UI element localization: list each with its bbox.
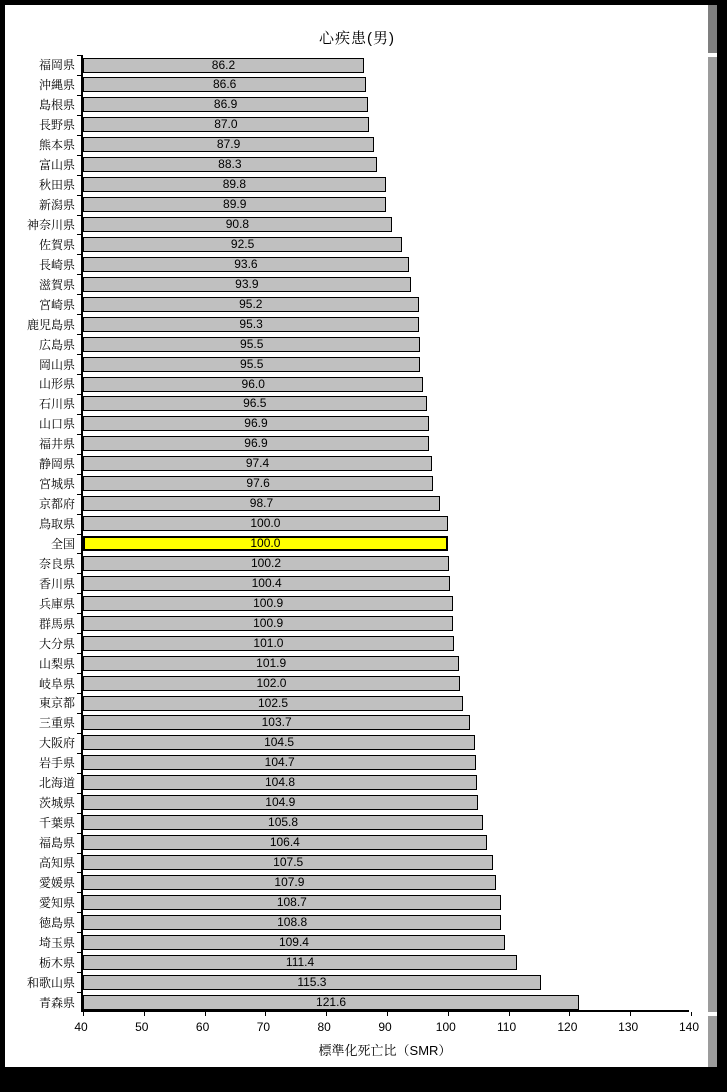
category-label: 熊本県 (38, 138, 75, 153)
chart-title: 心疾患(男) (319, 30, 395, 47)
value-axis-tick-label: 100 (435, 1020, 456, 1034)
value-axis-tick (326, 1012, 327, 1016)
category-label: 富山県 (38, 158, 75, 173)
bar-value-label: 90.8 (225, 217, 250, 231)
bar (83, 137, 374, 152)
category-axis-tick (77, 613, 81, 614)
value-axis-tick-label: 110 (497, 1020, 517, 1034)
bar-value-label: 95.5 (240, 356, 264, 371)
category-label: 青森県 (38, 995, 75, 1010)
bar (83, 496, 440, 511)
category-label: 鹿児島県 (26, 317, 75, 332)
bar-value-label: 96.5 (243, 396, 267, 411)
category-label: 茨城県 (38, 796, 75, 811)
category-axis-tick (77, 414, 81, 415)
category-label: 岐阜県 (38, 676, 75, 691)
category-label: 大阪府 (38, 736, 75, 751)
value-axis-tick-label: 90 (378, 1020, 392, 1034)
category-label: 長野県 (38, 118, 75, 133)
bar (83, 416, 429, 431)
bar (83, 875, 496, 890)
bar-value-label: 95.5 (240, 336, 264, 351)
category-label: 宮城県 (38, 477, 75, 492)
category-axis-tick (77, 394, 81, 395)
category-axis-tick (77, 215, 81, 216)
category-axis-tick (77, 474, 81, 475)
category-label: 東京都 (38, 696, 75, 711)
bar-value-label: 93.9 (235, 276, 259, 291)
category-label: 岡山県 (38, 357, 75, 372)
bar-value-label: 89.8 (222, 177, 247, 192)
category-label: 石川県 (38, 397, 75, 412)
bar-value-label: 105.8 (268, 815, 299, 830)
value-axis-tick (448, 1012, 449, 1016)
bar (83, 357, 420, 372)
category-label: 福島県 (38, 836, 75, 851)
bar-value-label: 104.8 (264, 775, 295, 790)
category-label: 山口県 (38, 417, 75, 432)
category-label: 佐賀県 (38, 237, 75, 252)
bar (83, 656, 459, 671)
category-axis-tick (77, 155, 81, 156)
bar (83, 775, 477, 790)
category-axis-tick (77, 773, 81, 774)
bar-value-label: 88.3 (218, 157, 242, 172)
bar-value-label: 95.2 (239, 296, 263, 311)
category-label: 愛媛県 (38, 875, 75, 890)
category-axis-labels (5, 55, 75, 1012)
category-axis-tick (77, 912, 81, 913)
category-label: 宮崎県 (38, 297, 75, 312)
category-label: 福岡県 (38, 58, 75, 73)
plot-area (81, 55, 689, 1012)
bar (83, 975, 541, 990)
category-label: 大分県 (38, 636, 75, 651)
category-axis-tick (77, 653, 81, 654)
bar-value-label: 100.9 (253, 595, 284, 610)
bar-value-label: 100.0 (250, 516, 281, 531)
category-label: 福井県 (38, 437, 75, 452)
value-axis-tick (509, 1012, 510, 1016)
bar-value-label: 102.5 (257, 695, 289, 710)
bar (83, 735, 475, 750)
bar (83, 476, 433, 491)
bar-value-label: 97.4 (245, 456, 270, 471)
category-label: 和歌山県 (26, 975, 75, 990)
bar-value-label: 87.9 (216, 137, 241, 152)
bar (83, 197, 386, 212)
bar-value-label: 121.6 (316, 994, 347, 1009)
bar (83, 715, 470, 730)
category-label: 愛知県 (38, 895, 75, 910)
document-page (5, 5, 709, 1067)
bar (83, 995, 579, 1010)
category-axis-tick (77, 75, 81, 76)
category-axis-tick (77, 733, 81, 734)
bar-value-label: 106.4 (269, 835, 300, 850)
category-axis-tick (77, 234, 81, 235)
bar-value-label: 108.7 (276, 894, 307, 909)
category-axis-tick (77, 354, 81, 355)
value-axis-tick-label: 60 (195, 1020, 210, 1034)
value-axis-tick (569, 1012, 570, 1016)
bar-value-label: 115.3 (297, 974, 327, 989)
category-label: 神奈川県 (26, 217, 75, 232)
category-axis-tick (77, 633, 81, 634)
bar (83, 895, 501, 910)
bar-value-label: 93.6 (234, 256, 258, 271)
category-axis-tick (77, 494, 81, 495)
bar-value-label: 108.8 (277, 914, 308, 929)
x-axis-title: 標準化死亡比（SMR） (318, 1043, 452, 1058)
bar-value-label: 107.5 (273, 855, 304, 869)
category-axis-tick (77, 434, 81, 435)
bar-value-label: 102.0 (256, 675, 287, 690)
value-axis-tick-label: 130 (618, 1020, 639, 1034)
value-axis-tick (691, 1012, 692, 1016)
category-label: 千葉県 (38, 816, 75, 831)
category-label: 沖縄県 (38, 78, 75, 93)
category-label: 北海道 (38, 776, 75, 791)
bar-value-label: 96.9 (244, 436, 268, 451)
category-label: 京都府 (38, 497, 75, 512)
category-label: 山梨県 (38, 656, 75, 671)
value-axis-tick-label: 50 (135, 1020, 149, 1034)
category-axis-tick (77, 195, 81, 196)
bar (83, 317, 419, 332)
bar (83, 755, 476, 770)
category-axis-tick (77, 573, 81, 574)
category-label: 秋田県 (38, 178, 75, 193)
bar (83, 257, 409, 272)
bar-highlight (83, 536, 448, 551)
category-label: 兵庫県 (38, 596, 75, 611)
category-axis-tick (77, 553, 81, 554)
vertical-scrollbar[interactable] (708, 5, 717, 1067)
bar (83, 596, 453, 611)
bar-value-label: 96.0 (241, 376, 265, 391)
category-axis-tick (77, 274, 81, 275)
bar (83, 815, 483, 830)
value-axis-tick (83, 1012, 84, 1016)
bar (83, 436, 429, 451)
bar (83, 237, 402, 252)
category-axis-tick (77, 294, 81, 295)
bar (83, 576, 450, 591)
bar-value-label: 101.0 (253, 635, 284, 650)
bar (83, 795, 478, 810)
category-label: 高知県 (38, 855, 75, 870)
bar (83, 177, 386, 192)
category-label: 広島県 (38, 337, 75, 352)
bar-value-label: 97.6 (246, 476, 270, 491)
category-label: 島根県 (38, 98, 75, 113)
category-axis-tick (77, 713, 81, 714)
category-label: 徳島県 (38, 915, 75, 930)
bar (83, 636, 454, 651)
category-label: 山形県 (38, 377, 75, 392)
category-axis-tick (77, 334, 81, 335)
category-label: 奈良県 (38, 556, 75, 571)
bar-value-label: 104.9 (265, 795, 296, 810)
bar (83, 377, 423, 392)
category-axis-tick (77, 992, 81, 993)
bar (83, 157, 377, 172)
bar-value-label: 100.4 (251, 575, 282, 590)
bar (83, 556, 449, 571)
bar (83, 396, 427, 411)
value-axis-tick (630, 1012, 631, 1016)
bar (83, 855, 493, 870)
bar (83, 696, 463, 711)
bar-value-label: 89.9 (223, 197, 247, 212)
value-axis-tick-label: 140 (678, 1020, 700, 1034)
bar (83, 217, 392, 232)
category-axis-tick (77, 454, 81, 455)
category-axis-tick (77, 135, 81, 136)
category-axis-tick (77, 853, 81, 854)
bar (83, 835, 487, 850)
value-axis-tick-label: 80 (317, 1020, 331, 1034)
bar (83, 456, 432, 471)
bar-value-label: 98.7 (249, 496, 274, 511)
scrollbar-divider (708, 1012, 717, 1016)
bar (83, 676, 460, 691)
category-label: 埼玉県 (38, 935, 75, 950)
category-axis-tick (77, 753, 81, 754)
bar-value-label: 107.9 (274, 874, 305, 889)
category-label: 全国 (50, 536, 75, 551)
category-label: 群馬県 (38, 616, 75, 631)
bar-value-label: 111.4 (285, 954, 315, 969)
category-label: 新潟県 (38, 198, 75, 213)
bar (83, 616, 453, 631)
bar-value-label: 92.5 (230, 236, 255, 251)
category-axis-tick (77, 534, 81, 535)
category-label: 滋賀県 (38, 277, 75, 292)
bar-value-label: 86.6 (212, 77, 237, 92)
bar (83, 297, 419, 312)
scrollbar-thumb[interactable] (708, 5, 717, 53)
value-axis-tick (265, 1012, 266, 1016)
category-label: 栃木県 (38, 955, 75, 970)
category-axis-tick (77, 593, 81, 594)
category-axis-tick (77, 55, 81, 56)
category-axis-tick (77, 314, 81, 315)
bar-value-label: 104.7 (264, 755, 295, 770)
category-label: 静岡県 (38, 457, 75, 472)
category-axis-tick (77, 932, 81, 933)
bar (83, 117, 369, 132)
category-axis-tick (77, 833, 81, 834)
category-axis-tick (77, 892, 81, 893)
bar-value-label: 100.9 (253, 615, 284, 630)
category-axis-tick (77, 514, 81, 515)
category-label: 鳥取県 (38, 517, 75, 532)
bar (83, 97, 368, 112)
bar-value-label: 100.2 (250, 555, 282, 570)
value-axis-tick (144, 1012, 145, 1016)
bar (83, 58, 364, 73)
bar (83, 955, 517, 970)
bar (83, 915, 501, 930)
category-label: 長崎県 (38, 257, 75, 272)
bar (83, 77, 366, 92)
category-label: 岩手県 (38, 756, 75, 771)
bar-value-label: 87.0 (214, 117, 238, 132)
category-axis-tick (77, 115, 81, 116)
bar-value-label: 103.7 (261, 715, 292, 730)
bar-value-label: 104.5 (264, 735, 295, 750)
bar-value-label: 109.4 (278, 934, 309, 949)
bar (83, 935, 505, 950)
category-axis-tick (77, 175, 81, 176)
bar-value-label: 101.9 (256, 655, 287, 670)
scrollbar-divider (708, 53, 717, 57)
value-axis-tick-label: 70 (256, 1020, 271, 1034)
category-axis-tick (77, 374, 81, 375)
category-axis-tick (77, 793, 81, 794)
value-axis-tick (205, 1012, 206, 1016)
bar (83, 277, 411, 292)
category-axis-tick (77, 972, 81, 973)
category-label: 三重県 (38, 716, 75, 731)
bar-value-label: 100.0 (250, 536, 281, 550)
category-axis-tick (77, 952, 81, 953)
bar-value-label: 96.9 (244, 416, 268, 431)
category-axis-tick (77, 254, 81, 255)
value-axis-tick (387, 1012, 388, 1016)
bar-value-label: 95.3 (239, 316, 263, 331)
category-axis-tick (77, 95, 81, 96)
category-axis-tick (77, 872, 81, 873)
category-axis-tick (77, 673, 81, 674)
category-axis-tick (77, 693, 81, 694)
bar (83, 337, 420, 352)
value-axis-tick-label: 40 (74, 1020, 88, 1034)
value-axis-tick-label: 120 (557, 1020, 578, 1034)
bar-value-label: 86.2 (211, 57, 236, 72)
category-axis-tick (77, 813, 81, 814)
category-label: 香川県 (38, 576, 75, 591)
bar (83, 516, 448, 531)
bar-value-label: 86.9 (213, 97, 238, 112)
